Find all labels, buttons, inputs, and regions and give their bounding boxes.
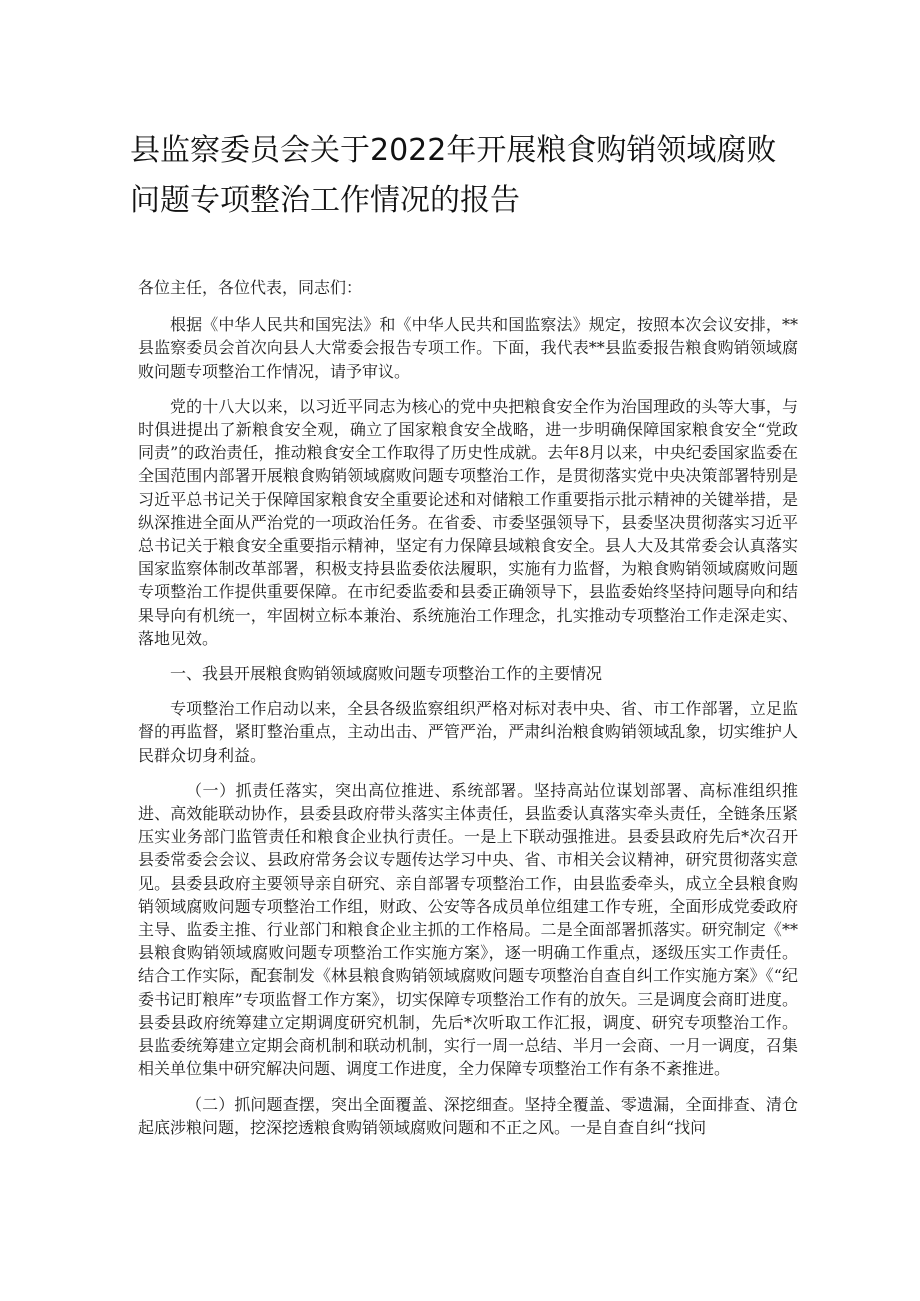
paragraph: 专项整治工作启动以来，全县各级监察组织严格对标对表中央、省、市工作部署，立足监督的再监督，紧盯整治重点，主动出击、严管严治，严肃纠治粮食购销领域乱象，切实维护人民群众切身利益。 [138, 699, 798, 765]
document-body [138, 276, 798, 1151]
salutation: 各位主任，各位代表，同志们： [138, 278, 363, 297]
paragraph: （一）抓责任落实，突出高位推进、系统部署。坚持高站位谋划部署、高标准组织推进、高效能联动协作，县委县政府带头落实主体责任，县监委认真落实牵头责任，全链条压紧压实业务部门监管责任和粮食企业执行责任。一是上下联动强推进。县委县政府先后*次召开县委常委会会议、县政府常务会议专题传达学习中央、省、市相关会议精神，研究贯彻落实意见。县委县政府主要领导亲自研究、亲自部署专项整治工作，由县监委牵头，成立全县粮食购销领域腐败问题专项整治工作组，财政、公安等各成员单位组建工作专班，全面形成党委政府主导、监委主推、行业部门和粮食企业主抓的工作格局。二是全面部署抓落实。研究制定《**县粮食购销领域腐败问题专项整治工作实施方案》，逐一明确工作重点，逐级压实工作责任。结合工作实际，配套制发《林县粮食购销领域腐败问题专项整治自查自纠工作实施方案》《“纪委书记盯粮库”专项监督工作方案》，切实保障专项整治工作有的放矢。三是调度会商盯进度。县委县政府统筹建立定期调度研究机制，先后*次听取工作汇报，调度、研究专项整治工作。县监委统筹建立定期会商机制和联动机制，实行一周一总结、半月一会商、一月一调度，召集相关单位集中研究解决问题、调度工作进度，全力保障专项整治工作有条不紊推进。 [138, 780, 798, 1079]
section-heading: 一、我县开展粮食购销领域腐败问题专项整治工作的主要情况 [170, 664, 603, 684]
paragraph: 党的十八大以来，以习近平同志为核心的党中央把粮食安全作为治国理政的头等大事，与时俱进提出了新粮食安全观，确立了国家粮食安全战略，进一步明确保障国家粮食安全“党政同责”的政治责任，推动粮食安全工作取得了历史性成就。去年8月以来，中央纪委国家监委在全国范围内部署开展粮食购销领域腐败问题专项整治工作，是贯彻落实党中央决策部署特别是习近平总书记关于保障国家粮食安全重要论述和对储粮工作重要指示批示精神的关键举措，是纵深推进全面从严治党的一项政治任务。在省委、市委坚强领导下，县委坚决贯彻落实习近平总书记关于粮食安全重要指示精神，坚定有力保障县域粮食安全。县人大及其常委会认真落实国家监察体制改革部署，积极支持县监委依法履职，实施有力监督，为粮食购销领域腐败问题专项整治工作提供重要保障。在市纪委监委和县委正确领导下，县监委始终坚持问题导向和结果导向有机统一，牢固树立标本兼治、系统施治工作理念，扎实推动专项整治工作走深走实、落地见效。 [138, 396, 798, 648]
paragraph: 根据《中华人民共和国宪法》和《中华人民共和国监察法》规定，按照本次会议安排，**县监察委员会首次向县人大常委会报告专项工作。下面，我代表**县监委报告粮食购销领域腐败问题专项整治工作情况，请予审议。 [138, 315, 798, 381]
paragraph: （二）抓问题查摆，突出全面覆盖、深挖细查。坚持全覆盖、零遗漏，全面排查、清仓起底涉粮问题，挖深挖透粮食购销领域腐败问题和不正之风。一是自查自纠“找问 [138, 1094, 798, 1137]
document-title: 县监察委员会关于2022年开展粮食购销领域腐败问题专项整治工作情况的报告 [130, 133, 777, 218]
